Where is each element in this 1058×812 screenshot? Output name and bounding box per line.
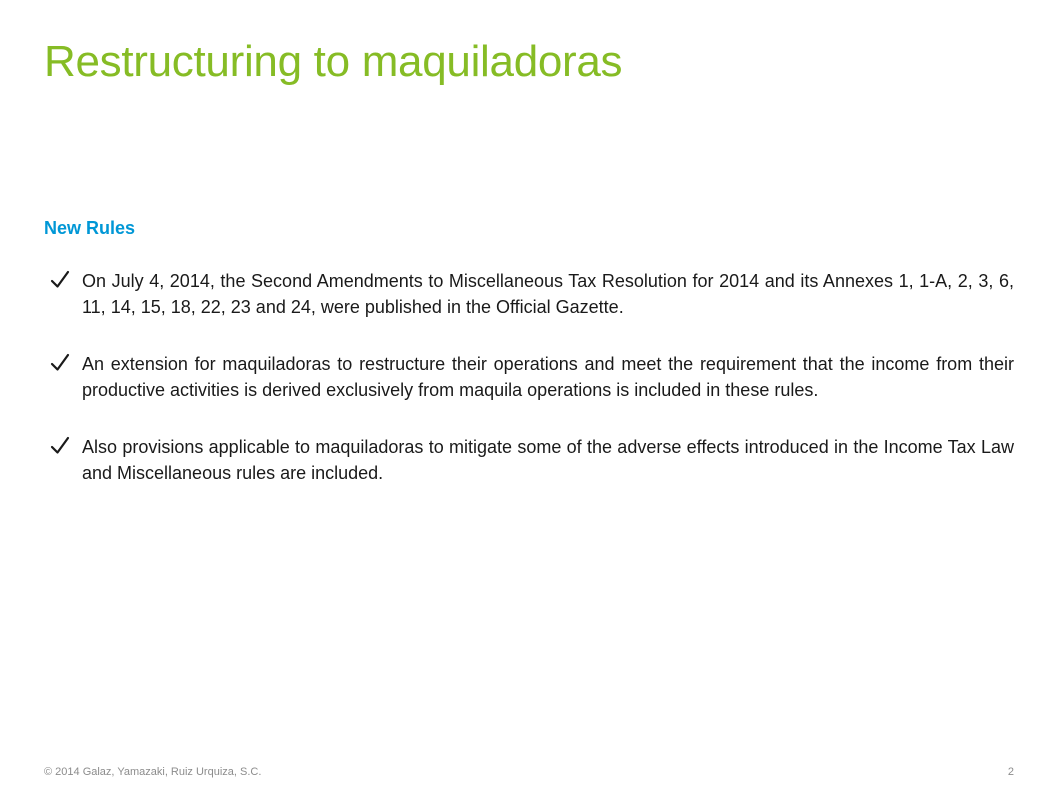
checkmark-icon xyxy=(50,269,70,291)
rule-text: Also provisions applicable to maquiladoras to mitigate some of the adverse effects introduced in the Income Tax Law and Miscellaneous rules are included. xyxy=(82,437,1014,483)
rule-item xyxy=(44,351,1014,403)
new-rules-section xyxy=(44,216,1014,517)
footer-copyright: © 2014 Galaz, Yamazaki, Ruiz Urquiza, S.C. xyxy=(44,766,262,778)
checkmark-icon xyxy=(50,352,70,374)
rules-list xyxy=(44,268,1014,486)
rule-text: An extension for maquiladoras to restructure their operations and meet the requirement that the income from their productive activities is derived exclusively from maquila operations is included in these rules. xyxy=(82,354,1014,400)
rule-item xyxy=(44,268,1014,320)
section-heading: New Rules xyxy=(44,218,136,238)
checkmark-icon xyxy=(50,435,70,457)
slide-title: Restructuring to maquiladoras xyxy=(44,37,623,86)
rule-item xyxy=(44,434,1014,486)
rule-text: On July 4, 2014, the Second Amendments to Miscellaneous Tax Resolution for 2014 and its Annexes 1, 1-A, 2, 3, 6, 11, 14, 15, 18, 22, 23 and 24, were published in the Official Gazette. xyxy=(82,271,1014,317)
page-number: 2 xyxy=(1007,766,1014,778)
